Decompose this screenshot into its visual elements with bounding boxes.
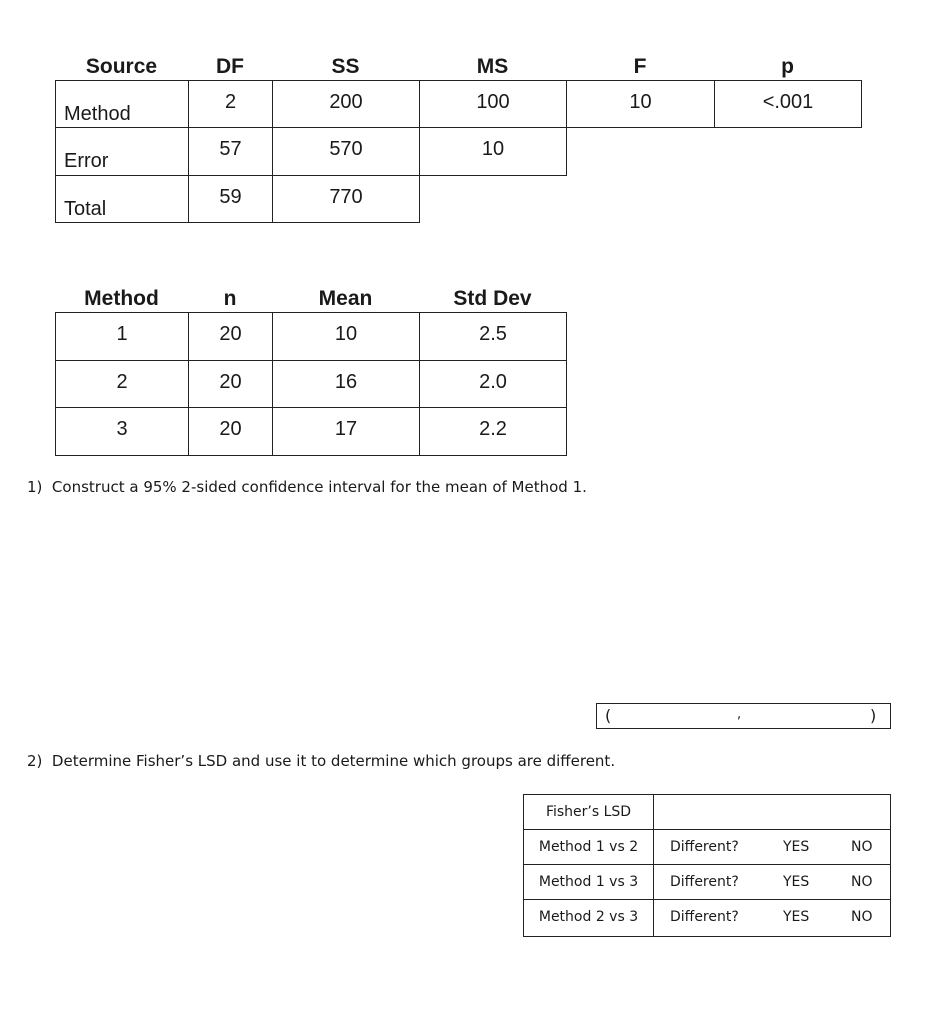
methods-header-stddev: Std Dev [453, 287, 532, 310]
interval-separator: , [737, 707, 742, 722]
anova-source-total: Total [55, 175, 189, 223]
methods-method-2: 2 [55, 360, 189, 408]
anova-ss-error: 570 [272, 127, 420, 176]
methods-n-2: 20 [188, 360, 273, 408]
different-prompt: Different? [670, 839, 739, 855]
different-prompt: Different? [670, 909, 739, 925]
anova-header-df: DF [216, 55, 244, 78]
question-1: 1) Construct a 95% 2-sided confidence interval for the mean of Method 1. [27, 478, 587, 496]
anova-header-f: F [633, 55, 647, 78]
interval-open-paren: ( [605, 706, 612, 725]
anova-p-method: <.001 [714, 80, 862, 128]
methods-sd-2: 2.0 [419, 360, 567, 408]
anova-source-method: Method [55, 80, 189, 128]
anova-header-p: p [781, 55, 794, 78]
lsd-value-input[interactable] [653, 794, 891, 830]
lsd-answer-1-3 [653, 864, 891, 900]
anova-df-error: 57 [188, 127, 273, 176]
anova-source-error: Error [55, 127, 189, 176]
methods-mean-2: 16 [272, 360, 420, 408]
lsd-answer-1-2 [653, 829, 891, 865]
anova-df-total: 59 [188, 175, 273, 223]
yes-option[interactable]: YES [783, 909, 810, 925]
anova-df-method: 2 [188, 80, 273, 128]
methods-sd-3: 2.2 [419, 407, 567, 456]
anova-ms-method: 100 [419, 80, 567, 128]
lsd-comparison-1-2: Method 1 vs 2 [523, 829, 654, 865]
methods-mean-1: 10 [272, 312, 420, 361]
methods-sd-1: 2.5 [419, 312, 567, 361]
interval-close-paren: ) [870, 706, 877, 725]
methods-n-1: 20 [188, 312, 273, 361]
confidence-interval-box[interactable] [596, 703, 891, 729]
methods-n-3: 20 [188, 407, 273, 456]
anova-ss-total: 770 [272, 175, 420, 223]
yes-option[interactable]: YES [783, 874, 810, 890]
no-option[interactable]: NO [851, 874, 873, 890]
anova-ss-method: 200 [272, 80, 420, 128]
methods-header-method: Method [84, 287, 159, 310]
lsd-comparison-1-3: Method 1 vs 3 [523, 864, 654, 900]
methods-mean-3: 17 [272, 407, 420, 456]
methods-method-1: 1 [55, 312, 189, 361]
anova-ms-error: 10 [419, 127, 567, 176]
anova-header-ms: MS [476, 55, 509, 78]
no-option[interactable]: NO [851, 839, 873, 855]
lsd-comparison-2-3: Method 2 vs 3 [523, 899, 654, 937]
methods-method-3: 3 [55, 407, 189, 456]
anova-header-source: Source [85, 55, 158, 78]
anova-f-method: 10 [566, 80, 715, 128]
yes-option[interactable]: YES [783, 839, 810, 855]
anova-header-ss: SS [331, 55, 360, 78]
question-2: 2) Determine Fisher’s LSD and use it to determine which groups are different. [27, 752, 616, 770]
no-option[interactable]: NO [851, 909, 873, 925]
lsd-answer-2-3 [653, 899, 891, 937]
methods-header-mean: Mean [318, 287, 373, 310]
methods-header-n: n [223, 287, 237, 310]
different-prompt: Different? [670, 874, 739, 890]
lsd-label-cell: Fisher’s LSD [523, 794, 654, 830]
